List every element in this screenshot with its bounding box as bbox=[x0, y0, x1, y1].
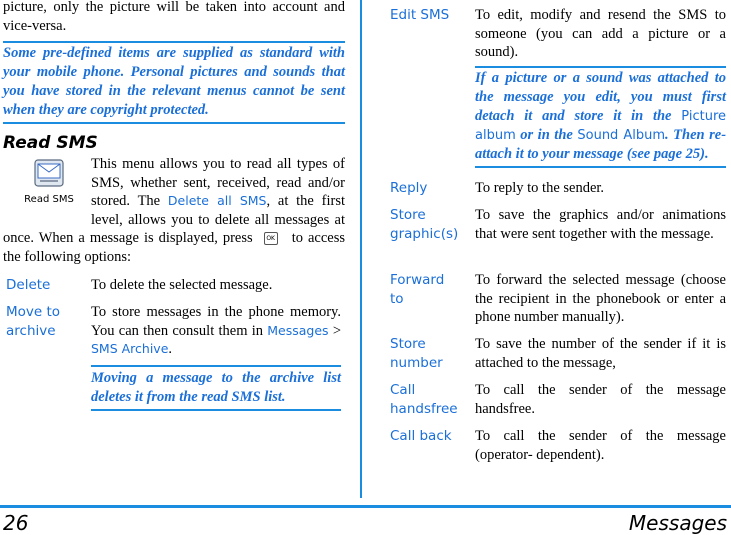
icon-spacer bbox=[3, 155, 91, 211]
sms-archive-menu-link: SMS Archive bbox=[91, 341, 169, 356]
move-archive-note: Moving a message to the archive list deletes it from the read SMS list. bbox=[91, 370, 341, 405]
option-term-call-handsfree: Call handsfree bbox=[390, 382, 458, 417]
option-term-reply: Reply bbox=[390, 180, 428, 196]
desc-text: To store messages in the phone memory. You can then consult them in bbox=[91, 304, 341, 339]
option-desc-move-to-archive bbox=[91, 303, 341, 359]
edit-note-text-1: If a picture or a sound was attached to the message you edit, you must first detach it and store it in the bbox=[475, 70, 726, 124]
option-term-edit-sms: Edit SMS bbox=[390, 7, 450, 23]
option-term-move-to-archive: Move to archive bbox=[6, 304, 61, 339]
note-top-rule bbox=[3, 41, 345, 43]
read-sms-paragraph bbox=[3, 155, 345, 266]
option-desc-delete: To delete the selected message. bbox=[91, 277, 273, 293]
para-after: to access the following options: bbox=[3, 230, 346, 265]
option-term-delete: Delete bbox=[6, 277, 51, 293]
option-desc-reply: To reply to the sender. bbox=[475, 180, 605, 196]
intro-paragraph: picture, only the picture will be taken into account and vice-versa. bbox=[3, 0, 345, 34]
para-before: This menu allows you to read all types of SMS, whether sent, received, read and/or stored. The bbox=[91, 156, 345, 209]
option-term-store-number: Store number bbox=[390, 336, 443, 371]
ok-key-icon: OK bbox=[264, 232, 278, 245]
option-desc-edit-sms: To edit, modify and resend the SMS to someone (you can add a picture or a sound). bbox=[475, 7, 726, 60]
messages-menu-link: Messages bbox=[267, 322, 329, 338]
edit-note-text-2: or in the bbox=[520, 127, 573, 143]
option-term-call-back: Call back bbox=[390, 428, 452, 444]
para-mid: , at the first level, allows you to delete all messages at once. When a message is displayed, press bbox=[3, 193, 345, 246]
note-bottom-rule bbox=[3, 122, 345, 124]
desc-end: . bbox=[168, 341, 173, 357]
move-note-top-rule bbox=[91, 365, 341, 367]
delete-all-sms-link: Delete all SMS bbox=[167, 193, 267, 208]
edit-sms-note bbox=[475, 69, 726, 164]
footer-rule bbox=[0, 505, 731, 508]
option-desc-call-handsfree: To call the sender of the message handsfree. bbox=[475, 382, 726, 417]
icon-caption: Read SMS bbox=[24, 194, 74, 205]
column-divider bbox=[360, 0, 362, 498]
copyright-note: Some pre-defined items are supplied as standard with your mobile phone. Personal pictures and sounds that you have stored in the relevant menus cannot be sent when they are copyright protected. bbox=[3, 45, 345, 118]
option-desc-store-graphics: To save the graphics and/or animations that were sent together with the message. bbox=[475, 207, 726, 242]
menu-separator: > bbox=[328, 322, 342, 339]
picture-album-link: Picture album bbox=[475, 109, 727, 143]
option-term-forward-to: Forward to bbox=[390, 272, 445, 307]
edit-note-text-3: . Then re-attach it to your message (see page 25). bbox=[475, 127, 727, 162]
move-note-bottom-rule bbox=[91, 409, 341, 411]
edit-note-bottom-rule bbox=[475, 166, 726, 168]
option-desc-forward-to: To forward the selected message (choose the recipient in the phonebook or enter a phone number manually). bbox=[475, 272, 726, 325]
section-heading-read-sms: Read SMS bbox=[3, 133, 98, 153]
option-desc-call-back: To call the sender of the message (operator- dependent). bbox=[475, 428, 726, 463]
edit-note-top-rule bbox=[475, 66, 726, 68]
page-number: 26 bbox=[3, 511, 29, 535]
sound-album-link: Sound Album bbox=[577, 128, 666, 143]
section-name: Messages bbox=[628, 511, 727, 535]
option-desc-store-number: To save the number of the sender if it is attached to the message, bbox=[475, 336, 726, 371]
option-term-store-graphics: Store graphic(s) bbox=[390, 207, 459, 242]
